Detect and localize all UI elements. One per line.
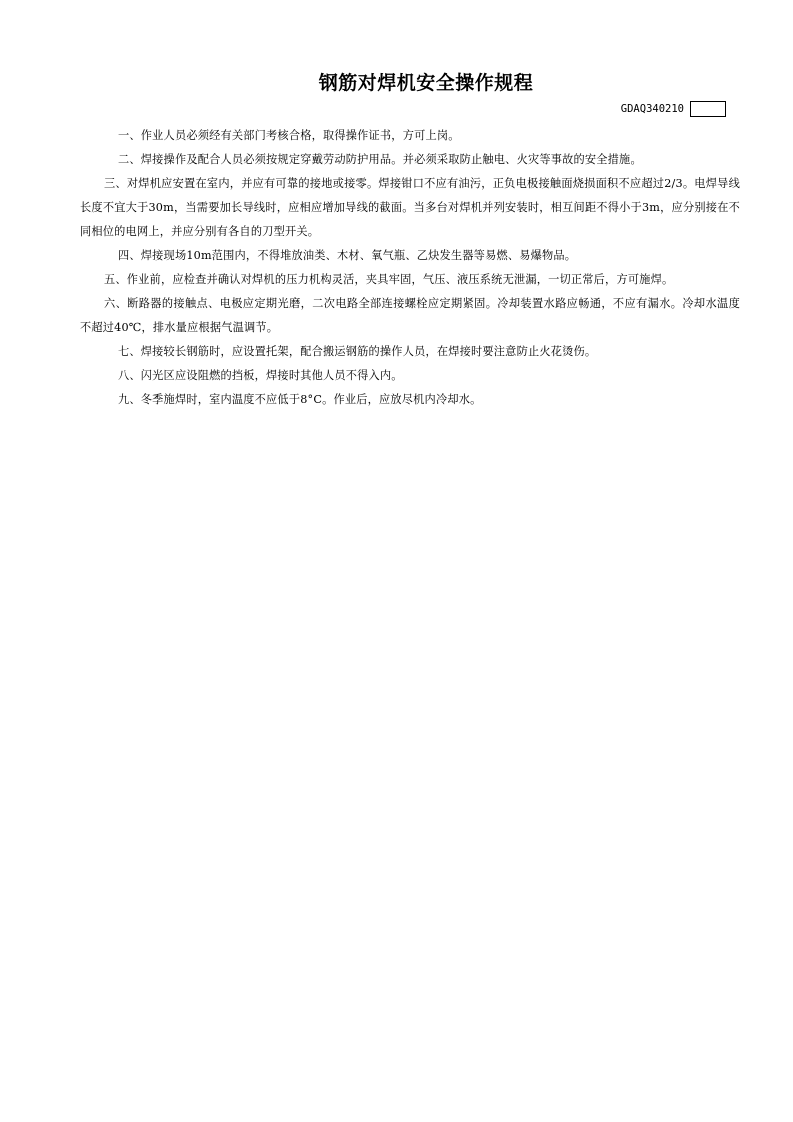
rule-paragraph-4: 四、焊接现场10m范围内，不得堆放油类、木材、氧气瓶、乙炔发生器等易燃、易爆物品。 bbox=[118, 249, 577, 262]
rule-paragraph-3: 三、对焊机应安置在室内，并应有可靠的接地或接零。焊接钳口不应有油污，正负电极接触面烧损面积不应超过2/3。电焊导线长度不宜大于30m，当需要加长导线时，应相应增加导线的截面。当多台对焊机并列安装时，相互间距不得小于3m，应分别接在不同相位的电网上，并应分别有各自的刀型开关。 bbox=[80, 177, 740, 238]
document-code-box bbox=[690, 101, 726, 117]
rule-paragraph-5: 五、作业前，应检查并确认对焊机的压力机构灵活，夹具牢固，气压、液压系统无泄漏，一切正常后，方可施焊。 bbox=[104, 273, 674, 286]
rule-paragraph-7: 七、焊接较长钢筋时，应设置托架，配合搬运钢筋的操作人员，在焊接时要注意防止火花烫伤。 bbox=[118, 345, 597, 358]
rule-paragraph-2: 二、焊接操作及配合人员必须按规定穿戴劳动防护用品。并必须采取防止触电、火灾等事故的安全措施。 bbox=[118, 153, 642, 166]
document-body bbox=[80, 124, 740, 412]
document-code-row bbox=[621, 100, 726, 118]
document-code: GDAQ340210 bbox=[620, 103, 684, 115]
rule-paragraph-9: 九、冬季施焊时，室内温度不应低于8°C。作业后，应放尽机内冷却水。 bbox=[118, 393, 482, 406]
rule-paragraph-6: 六、断路器的接触点、电极应定期光磨，二次电路全部连接螺栓应定期紧固。冷却装置水路应畅通，不应有漏水。冷却水温度不超过40℃，排水量应根据气温调节。 bbox=[80, 297, 740, 334]
rule-paragraph-8: 八、闪光区应设阻燃的挡板，焊接时其他人员不得入内。 bbox=[118, 369, 403, 382]
document-title: 钢筋对焊机安全操作规程 bbox=[318, 72, 534, 94]
rule-paragraph-1: 一、作业人员必须经有关部门考核合格，取得操作证书，方可上岗。 bbox=[118, 129, 460, 142]
